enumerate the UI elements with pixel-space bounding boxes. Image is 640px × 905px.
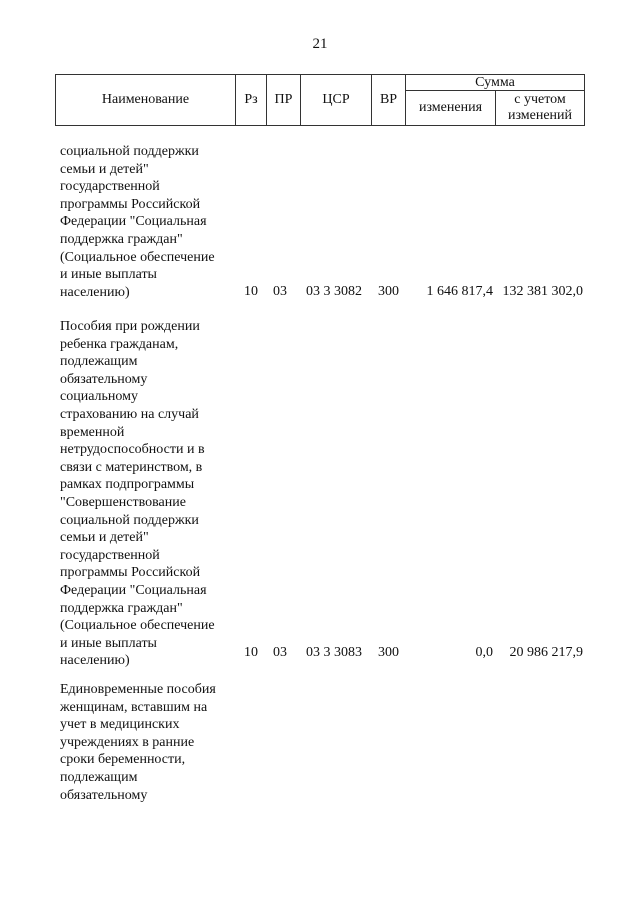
header-summa: Сумма — [475, 74, 515, 90]
header-rz: Рз — [244, 92, 258, 107]
row-changes: 0,0 — [475, 645, 493, 660]
row-changes: 1 646 817,4 — [426, 284, 493, 299]
header-vr: ВР — [379, 92, 398, 107]
page-number: 21 — [312, 36, 328, 52]
row-rz: 10 — [244, 284, 258, 299]
header-csr: ЦСР — [322, 92, 350, 107]
row-name: социальной поддержки семьи и детей" государственной программы Российской Федерации "Социальная поддержка граждан" (Социальное обеспечение и иные выплаты населению) — [60, 144, 215, 300]
row-name: Пособия при рождении ребенка гражданам, подлежащим обязательному социальному страхованию на случай временной нетрудоспособности и в связи с материнством, в рамках подпрограммы "Совершенствование социальной поддержки семьи и детей" государственной программы Российской Федерации "Социальная поддержка граждан" (Социальное обеспечение и иные выплаты населению) — [60, 319, 215, 669]
row-csr: 03 3 3082 — [306, 284, 362, 299]
header-pr: ПР — [274, 92, 293, 107]
row-vr: 300 — [378, 645, 399, 660]
header-name: Наименование — [101, 92, 190, 107]
row-name: Единовременные пособия женщинам, вставшим на учет в медицинских учреждениях в ранние сроки беременности, подлежащим обязательному — [60, 682, 216, 803]
row-total: 132 381 302,0 — [502, 284, 583, 299]
table-header — [55, 74, 585, 126]
row-total: 20 986 217,9 — [509, 645, 583, 660]
header-changes: изменения — [418, 100, 483, 115]
row-pr: 03 — [273, 645, 287, 660]
row-rz: 10 — [244, 645, 258, 660]
header-with-changes: с учетом изменений — [507, 92, 573, 123]
row-vr: 300 — [378, 284, 399, 299]
row-pr: 03 — [273, 284, 287, 299]
row-csr: 03 3 3083 — [306, 645, 362, 660]
